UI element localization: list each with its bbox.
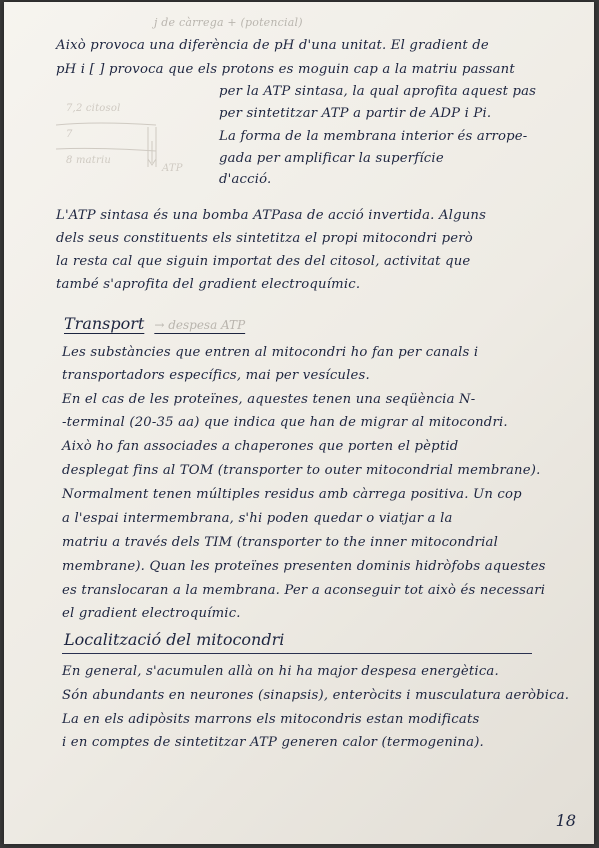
paragraph2-line: L'ATP sintasa és una bomba ATPasa de acció invertida. Alguns <box>56 208 487 223</box>
section-title-transport <box>64 314 245 333</box>
paragraph3-line: matriu a través dels TIM (transporter to the inner mitocondrial <box>62 535 499 550</box>
paragraph3-line: En el cas de les proteïnes, aquestes tenen una seqüència N- <box>62 392 476 407</box>
paragraph1-line: pH i [ ] provoca que els protons es moguin cap a la matriu passant <box>56 62 515 77</box>
section-aside-note: → despesa ATP <box>154 318 246 332</box>
membrane-sketch <box>56 97 206 191</box>
paragraph3-line: transportadors específics, mai per vesícules. <box>62 368 370 383</box>
paragraph1-line: gada per amplificar la superfície <box>219 151 444 166</box>
section-divider <box>62 653 532 654</box>
paragraph2-line: també s'aprofita del gradient electroquímic. <box>56 277 361 292</box>
paragraph1-line: Això provoca una diferència de pH d'una unitat. El gradient de <box>56 38 489 53</box>
paragraph3-line: el gradient electroquímic. <box>62 606 241 621</box>
paragraph4-line: i en comptes de sintetitzar ATP generen calor (termogenina). <box>62 735 484 750</box>
paragraph2-line: la resta cal que siguin importat des del citosol, activitat que <box>56 254 471 269</box>
paragraph1-line: per sintetitzar ATP a partir de ADP i Pi. <box>219 106 492 121</box>
page-number: 18 <box>555 811 576 830</box>
sketch-label: 7,2 citosol <box>66 103 121 114</box>
paragraph1-line: La forma de la membrana interior és arrope- <box>219 129 528 144</box>
paragraph3-line: Les substàncies que entren al mitocondri ho fan per canals i <box>62 345 479 360</box>
header-note: j de càrrega + (potencial) <box>154 16 303 29</box>
paragraph3-line: membrane). Quan les proteïnes presenten dominis hidròfobs aquestes <box>62 559 546 574</box>
paragraph3-line: Normalment tenen múltiples residus amb càrrega positiva. Un cop <box>62 487 522 502</box>
sketch-label: 8 matriu <box>66 155 112 166</box>
paragraph4-line: En general, s'acumulen allà on hi ha major despesa energètica. <box>62 664 499 679</box>
notebook-page <box>4 2 594 844</box>
paragraph3-line: a l'espai intermembrana, s'hi poden quedar o viatjar a la <box>62 511 453 526</box>
section-title-text: Transport <box>64 314 145 333</box>
paragraph1-line: d'acció. <box>219 172 272 187</box>
paragraph3-line: desplegat fins al TOM (transporter to outer mitocondrial membrane). <box>62 463 541 478</box>
paragraph3-line: es translocaran a la membrana. Per a aconseguir tot això és necessari <box>62 583 546 598</box>
paragraph4-line: Són abundants en neurones (sinapsis), enteròcits i musculatura aeròbica. <box>62 688 570 703</box>
section-title-localitzacio: Localització del mitocondri <box>64 630 285 649</box>
paragraph4-line: La en els adipòsits marrons els mitocondris estan modificats <box>62 712 480 727</box>
paragraph2-line: dels seus constituents els sintetitza el propi mitocondri però <box>56 231 473 246</box>
sketch-label: 7 <box>66 129 73 140</box>
paragraph1-line: per la ATP sintasa, la qual aprofita aquest pas <box>219 84 537 99</box>
sketch-label: ATP <box>162 163 183 174</box>
paragraph3-line: Això ho fan associades a chaperones que porten el pèptid <box>62 439 459 454</box>
paragraph3-line: -terminal (20-35 aa) que indica que han de migrar al mitocondri. <box>62 415 508 430</box>
